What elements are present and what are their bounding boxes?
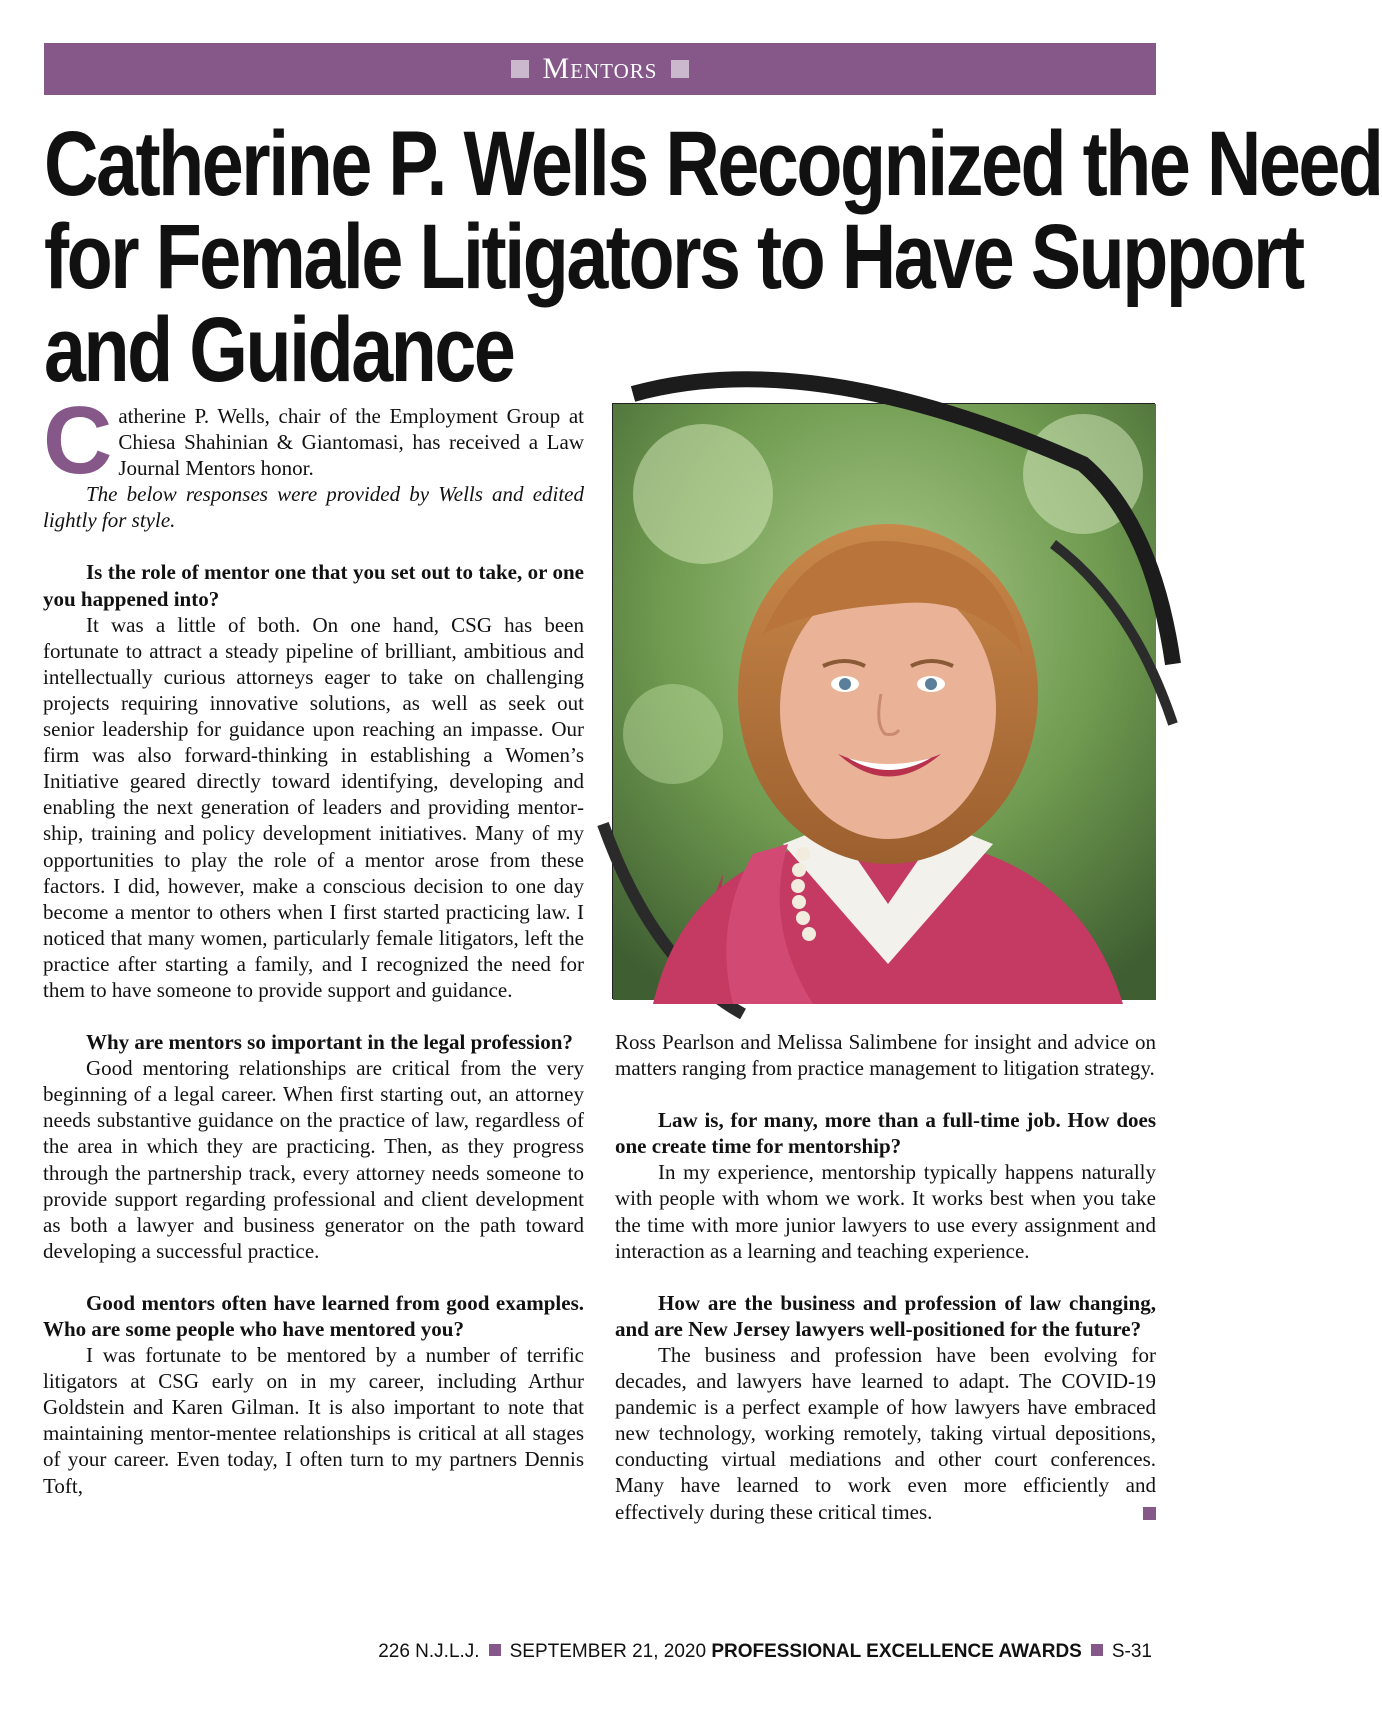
question-3: Good mentors often have learned from good examples. Who are some people who have mentored you? bbox=[43, 1290, 584, 1341]
headline bbox=[44, 113, 1382, 401]
question-5: How are the business and profession of law changing, and are New Jersey lawyers well-positioned for the future? bbox=[615, 1290, 1156, 1341]
headline-line-2: for Female Litigators to Have Support bbox=[44, 206, 1303, 308]
portrait-illustration bbox=[613, 404, 1156, 1000]
section-banner bbox=[44, 43, 1156, 95]
intro-paragraph bbox=[43, 387, 584, 494]
footer-separator-icon bbox=[489, 1644, 501, 1656]
footer-section: PROFESSIONAL EXCELLENCE AWARDS bbox=[711, 1641, 1082, 1662]
footer-separator-icon bbox=[1091, 1644, 1103, 1656]
headline-line-3: and Guidance bbox=[44, 299, 514, 401]
portrait-photo bbox=[612, 403, 1155, 999]
question-1: Is the role of mentor one that you set out to take, or one you happened into? bbox=[43, 560, 584, 611]
square-ornament-icon bbox=[511, 60, 529, 78]
answer-5-wrap bbox=[615, 1342, 1156, 1525]
section-label: Mentors bbox=[542, 52, 658, 85]
headline-line-1: Catherine P. Wells Recognized the Need bbox=[44, 113, 1382, 215]
answer-2: Good mentoring relationships are critical from the very beginning of a legal career. When first starting out, an attorney needs substantive guidance on the practice of law, regardless of the area in which they are practicing. Then, as they progress through the partnership track, every attorney needs someone to provide support regarding professional and client development as both a lawyer and business generator on the path toward developing a successful practice. bbox=[43, 1056, 584, 1263]
answer-4: In my experience, mentorship typically happens naturally with people with whom we work. It works best when you take the time with more junior lawyers to use every assignment and interaction as a learning and teaching experience. bbox=[615, 1160, 1156, 1263]
footer-issue: 226 N.J.L.J. bbox=[378, 1641, 480, 1662]
question-2: Why are mentors so important in the legal profession? bbox=[86, 1030, 573, 1055]
intro-note: The below responses were provided by Wells and edited lightly for style. bbox=[43, 482, 584, 533]
intro-text: atherine P. Wells, chair of the Employment Group at Chiesa Shahinian & Giantomasi, has received a Law Journal Mentors honor. bbox=[118, 404, 584, 481]
page-footer bbox=[0, 1641, 1152, 1663]
end-mark-icon bbox=[1143, 1507, 1156, 1520]
square-ornament-icon bbox=[671, 60, 689, 78]
answer-3: I was fortunate to be mentored by a number of terrific litigators at CSG early on in my career, including Arthur Goldstein and Karen Gilman. It is also important to note that maintaining mentor-mentee relationships is critical at all stages of your career. Even today, I often turn to my partners Dennis Toft, bbox=[43, 1343, 584, 1498]
right-column bbox=[615, 1029, 1156, 1525]
answer-1: It was a little of both. On one hand, CSG has been fortunate to attract a steady pipeline of brilliant, ambitious and intellectually curious attorneys eager to take on challenging projects requiring innovative solutions, as well as seek out senior leadership for guidance upon reaching an impasse. Our firm was also forward-thinking in establishing a Women’s Initiative geared directly toward identifying, developing and enabling the next generation of leaders and providing mentorship, training and policy development initiatives. Many of my opportunities to play the role of a mentor arose from these factors. I did, however, make a conscious decision to one day become a mentor to others when I first started practicing law. I noticed that many women, particularly female litigators, left the practice after starting a family, and I recognized the need for them to have someone to provide support and guidance. bbox=[43, 612, 584, 1002]
footer-page-number: S-31 bbox=[1111, 1641, 1152, 1662]
answer-3-continued: Ross Pearlson and Melissa Salimbene for insight and advice on matters ranging from practice management to litigation strategy. bbox=[615, 1030, 1156, 1081]
drop-cap: C bbox=[43, 387, 113, 494]
left-column bbox=[43, 387, 584, 1499]
answer-5: The business and profession have been evolving for decades, and lawyers have learned to adapt. The COVID-19 pandemic is a perfect example of how lawyers have embraced new technology, working remotely, taking virtual depositions, conducting virtual mediations and other court conferences. Many have learned to work even more efficiently and effectively during these critical times. bbox=[615, 1342, 1156, 1524]
footer-date: SEPTEMBER 21, 2020 bbox=[509, 1641, 707, 1662]
question-4: Law is, for many, more than a full-time job. How does one create time for mentorship? bbox=[615, 1108, 1156, 1159]
